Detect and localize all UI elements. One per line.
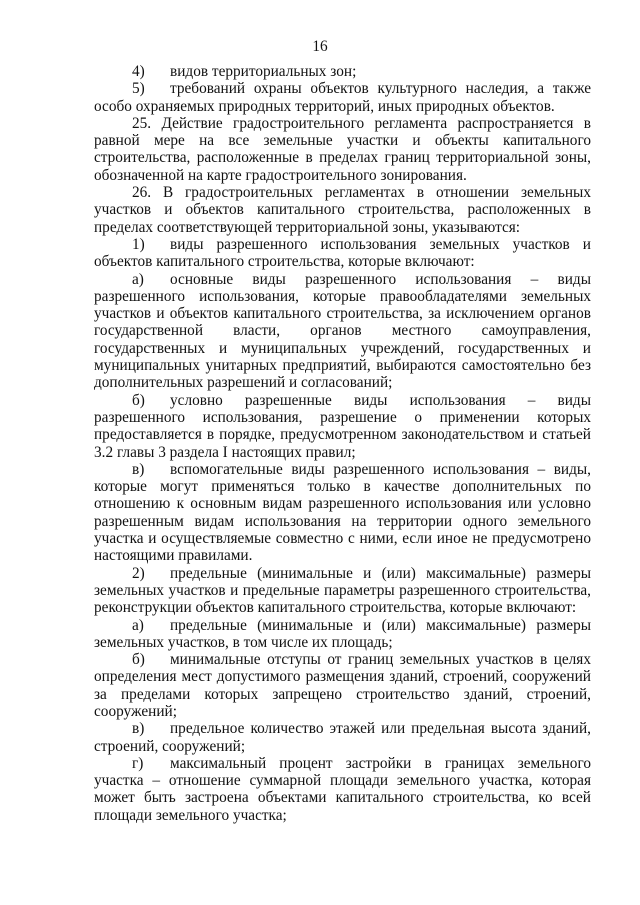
list-item-1v xyxy=(94,461,591,565)
paragraph-25: 25. Действие градостроительного регламента распространяется в равной мере на все земельные участки и объекты капитального строительства, расположенные в пределах границ территориальной зоны, обозначенной на карте градостроительного зонирования. xyxy=(94,114,591,184)
item-text: предельное количество этажей или предельная высота зданий, строений, сооружений; xyxy=(94,720,591,755)
item-text: предельные (минимальные и (или) максимальные) размеры земельных участков, в том числе их площадь; xyxy=(94,616,591,651)
item-text: максимальный процент застройки в границах земельного участка – отношение суммарной площади земельного участка, которая может быть застроена объектами капитального строительства, ко всей площади земельного участка; xyxy=(94,754,591,824)
list-item-2b xyxy=(94,651,591,720)
list-item-2v xyxy=(94,720,591,755)
item-marker: г) xyxy=(132,754,144,772)
list-item-4 xyxy=(94,63,591,80)
item-text: виды разрешенного использования земельных участков и объектов капитального строительства, которые включают: xyxy=(94,235,591,271)
item-text: минимальные отступы от границ земельных участков в целях определения мест допустимого размещения зданий, строений, сооружений за пределами которых запрещено строительство зданий, строений, сооружений; xyxy=(94,651,591,720)
list-item-5 xyxy=(94,80,591,115)
item-marker: б) xyxy=(132,651,145,669)
list-item-1b xyxy=(94,392,591,461)
paragraph-26: 26. В градостроительных регламентах в отношении земельных участков и объектов капитального строительства, расположенных в пределах соответствующей территориальной зоны, указываются: xyxy=(94,184,591,236)
list-item-2a xyxy=(94,617,591,652)
item-text: основные виды разрешенного использования – виды разрешенного использования, которые правообладателями земельных участков и объектов капитального строительства, за исключением органов государственной власти, органов местного самоуправления, государственных и муниципальных учреждений, государственных и муниципальных унитарных предприятий, выбираются самостоятельно без дополнительных разрешений и согласований; xyxy=(94,270,591,392)
list-item-2g xyxy=(94,755,591,824)
item-text: видов территориальных зон; xyxy=(170,63,357,80)
item-marker: в) xyxy=(132,720,145,738)
item-text: вспомогательные виды разрешенного использования – виды, которые могут применяться только в качестве дополнительных по отношению к основным видам разрешенного использования или условно разрешенным видам использования на территории одного земельного участка и осуществляемые совместно с ними, если иное не предусмотрено настоящими правилами. xyxy=(94,460,591,565)
item-marker: б) xyxy=(132,391,145,409)
document-body xyxy=(94,63,591,824)
item-marker: а) xyxy=(132,616,144,634)
item-text: требований охраны объектов культурного наследия, а также особо охраняемых природных территорий, иных природных объектов. xyxy=(94,80,591,115)
item-marker: 2) xyxy=(132,564,145,582)
list-item-2 xyxy=(94,565,591,617)
item-marker: 4) xyxy=(132,63,145,80)
item-text: предельные (минимальные и (или) максимальные) размеры земельных участков и предельные параметры разрешенного строительства, реконструкции объектов капитального строительства, которые включают: xyxy=(94,564,591,617)
item-marker: 5) xyxy=(132,80,145,98)
item-marker: а) xyxy=(132,270,144,288)
item-marker: в) xyxy=(132,460,145,478)
item-marker: 1) xyxy=(132,235,145,253)
page-number: 16 xyxy=(312,38,328,55)
item-text: условно разрешенные виды использования – виды разрешенного использования, разрешение о применении которых предоставляется в порядке, предусмотренном законодательством и статьей 3.2 главы 3 раздела I настоящих правил; xyxy=(94,391,591,461)
list-item-1 xyxy=(94,236,591,271)
list-item-1a xyxy=(94,271,591,392)
